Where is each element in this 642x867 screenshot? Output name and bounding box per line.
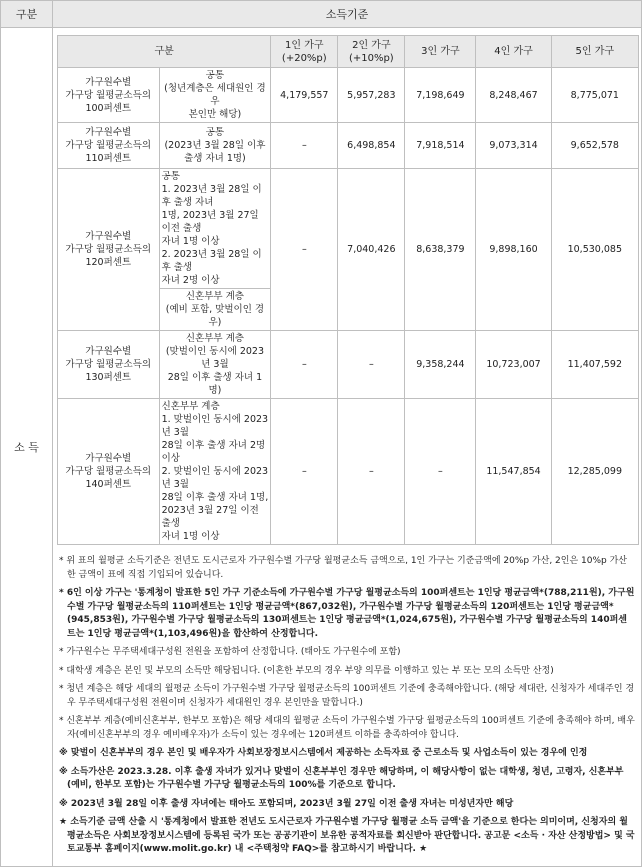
row-100-value-5: 8,775,071 [551,68,638,123]
row-130-value-5: 11,407,592 [551,331,638,399]
row-110-value-4: 9,073,314 [476,123,551,169]
note-4: * 대학생 계층은 본인 및 부모의 소득만 해당됩니다. (이혼한 부모의 경우 부양 의무를 이행하고 있는 부 또는 모의 소득만 산정) [59,665,554,676]
row-100-value-2: 5,957,283 [338,68,405,123]
note-1: * 위 표의 월평균 소득기준은 전년도 도시근로자 가구원수별 가구당 월평균소득 금액으로, 1인 가구는 기준금액에 20%p 가산, 2인은 10%p 가산한 금액이 표에 직접 기입되어 있습니다. [59,556,627,580]
note-2: * 6인 이상 가구는 '통계청이 발표한 5인 가구 기준소득에 가구원수별 가구당 월평균소득의 100퍼센트는 1인당 평균금액*(788,211원), 가구원수별 가구당 월평균소득의 110퍼센트는 1인당 평균금액*(867,032원), 가구원수별 가구당 월평균소득의 120퍼센트는 1인당 평균금액*(945,853원), 가구원수별 가구당 월평균소득의 130퍼센트는 1인당 평균금액*(1,024,675원), 가구원수별 가구당 월평균소득의 140퍼센트는 1인당 평균금액*(1,103,496원)을 합산하여 산정합니다. [59,588,635,639]
note-6: * 신혼부부 계층(예비신혼부부, 한부모 포함)은 해당 세대의 월평균 소득이 가구원수별 가구당 월평균소득의 100퍼센트 기준에 충족해야 하며, 배우자(예비신혼부부의 경우 예비배우자)가 소득이 있는 경우에는 120퍼센트 이하를 충족하여야 합니다. [59,716,635,740]
row-120-value-1: – [271,169,338,331]
row-140-condition: 신혼부부 계층 1. 맞벌이인 동시에 2023년 3월 28일 이후 출생 자녀 2명 이상 2. 맞벌이인 동시에 2023년 3월 28일 이후 출생 자녀 1명, 2023년 3월 27일 이전 출생 자녀 1명 이상 [159,399,271,545]
row-100-label: 가구원수별 가구당 월평균소득의 100퍼센트 [58,68,160,123]
inner-header-5person: 5인 가구 [551,36,638,68]
note-10: ★ 소득기준 금액 산출 시 '통계청에서 발표한 전년도 도시근로자 가구원수별 가구당 월평균 소득 금액'을 기준으로 한다는 의미이며, 신청자의 월평균소득은 사회보장정보시스템에 등록된 국가 또는 공공기관이 보유한 공적자료를 회신받아 판단합니다. 공고문 <소득 · 자산 산정방법> 및 국토교통부 홈페이지(www.molit.go.kr) 내 <주택청약 FAQ>를 참고하시기 바랍니다. ★ [59,817,635,854]
row-140-value-5: 12,285,099 [551,399,638,545]
row-120-value-3: 8,638,379 [405,169,476,331]
inner-header-4person: 4인 가구 [476,36,551,68]
row-100-condition: 공통 (청년계층은 세대원인 경우 본인만 해당) [159,68,271,123]
row-110-value-5: 9,652,578 [551,123,638,169]
row-100-value-3: 7,198,649 [405,68,476,123]
row-140-value-1: – [271,399,338,545]
row-120-value-4: 9,898,160 [476,169,551,331]
row-110-value-2: 6,498,854 [338,123,405,169]
row-130-value-4: 10,723,007 [476,331,551,399]
row-120-value-2: 7,040,426 [338,169,405,331]
row-110-condition: 공통 (2023년 3월 28일 이후 출생 자녀 1명) [159,123,271,169]
row-120-condition-2: 신혼부부 계층 (예비 포함, 맞벌이인 경우) [159,289,271,331]
inner-header-1person: 1인 가구 (+20%p) [271,36,338,68]
row-140-label: 가구원수별 가구당 월평균소득의 140퍼센트 [58,399,160,545]
row-120-label: 가구원수별 가구당 월평균소득의 120퍼센트 [58,169,160,331]
row-140-value-3: – [405,399,476,545]
row-120-value-5: 10,530,085 [551,169,638,331]
row-140-value-4: 11,547,854 [476,399,551,545]
note-5: * 청년 계층은 해당 세대의 월평균 소득이 가구원수별 가구당 월평균소득의 100퍼센트 기준에 충족해야합니다. (해당 세대란, 신청자가 세대주인 경우 무주택세대구성원 전원이며 신청자가 세대원인 경우 본인만을 말합니다.) [59,684,635,708]
notes-section [53,549,641,866]
row-130-condition: 신혼부부 계층 (맞벌이인 동시에 2023년 3월 28일 이후 출생 자녀 1명) [159,331,271,399]
row-120-condition: 공통 1. 2023년 3월 28일 이후 출생 자녀 1명, 2023년 3월 27일 이전 출생 자녀 1명 이상 2. 2023년 3월 28일 이후 출생 자녀 2명 이상 [159,169,271,289]
income-inner-table [57,35,639,545]
inner-header-category: 구분 [58,36,271,68]
header-category: 구분 [1,1,53,28]
header-income-criteria: 소득기준 [53,1,642,28]
row-label-income: 소 득 [1,28,53,867]
row-100-value-1: 4,179,557 [271,68,338,123]
note-3: * 가구원수는 무주택세대구성원 전원을 포함하여 산정합니다. (태아도 가구원수에 포함) [59,647,401,657]
row-130-label: 가구원수별 가구당 월평균소득의 130퍼센트 [58,331,160,399]
row-130-value-2: – [338,331,405,399]
row-110-label: 가구원수별 가구당 월평균소득의 110퍼센트 [58,123,160,169]
inner-header-3person: 3인 가구 [405,36,476,68]
row-100-value-4: 8,248,467 [476,68,551,123]
inner-header-2person: 2인 가구 (+10%p) [338,36,405,68]
row-130-value-3: 9,358,244 [405,331,476,399]
row-130-value-1: – [271,331,338,399]
note-8: ※ 소득가산은 2023.3.28. 이후 출생 자녀가 있거나 맞벌이 신혼부부인 경우만 해당하며, 이 해당사항이 없는 대학생, 청년, 고령자, 신혼부부(예비, 한부모 포함)는 가구원수별 가구당 월평균소득의 100%를 기준으로 합니다. [59,766,624,790]
row-110-value-1: – [271,123,338,169]
note-9: ※ 2023년 3월 28일 이후 출생 자녀에는 태아도 포함되며, 2023년 3월 27일 이전 출생 자녀는 미성년자만 해당 [59,798,514,809]
row-110-value-3: 7,918,514 [405,123,476,169]
row-140-value-2: – [338,399,405,545]
note-7: ※ 맞벌이 신혼부부의 경우 본인 및 배우자가 사회보장정보시스템에서 제공하는 소득자료 중 근로소득 및 사업소득이 있는 경우에 인정 [59,748,588,758]
